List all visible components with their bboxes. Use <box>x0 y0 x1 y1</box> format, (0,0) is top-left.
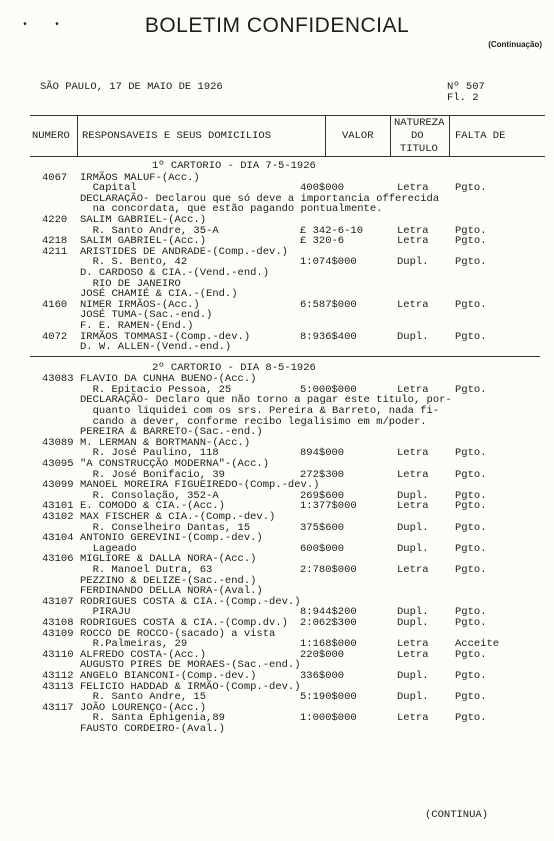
entry-number: 43104 <box>42 532 74 545</box>
entry-title-type: Dupl. <box>397 617 429 629</box>
entry-party: SALIM GABRIEL-(Acc.) <box>80 235 207 248</box>
table-row <box>0 426 554 437</box>
table-row <box>0 670 554 681</box>
entry-number: 43102 <box>42 511 74 523</box>
entry-party: R.Palmeiras, 29 <box>80 638 188 651</box>
entry-party: M. LERMAN & BORTMANN-(Acc.) <box>80 436 251 449</box>
table-row <box>0 712 554 723</box>
table-row <box>0 256 554 267</box>
entry-party: R. Manoel Dutra, 63 <box>80 564 213 576</box>
table-row <box>0 564 554 575</box>
entry-party: IRMÃOS TOMMASI-(Comp.-dev.) <box>80 330 251 343</box>
entry-party: R. Santa Ephigenia,89 <box>80 712 225 725</box>
entry-value: 5:000$000 <box>300 383 357 396</box>
entry-party: cando a dever, conforme recibo legalisimo em m/poder. <box>80 415 427 428</box>
entry-title-type: Dupl. <box>397 256 429 269</box>
entry-number: 43083 <box>42 373 74 386</box>
col-valor: VALOR <box>342 130 374 142</box>
entry-party: PEREIRA & BARRETO-(Sac.-end.) <box>80 426 263 439</box>
entry-value: 6:587$000 <box>300 298 357 311</box>
entry-reason: Pgto. <box>455 383 487 396</box>
entry-party: Capital <box>80 182 137 195</box>
entry-party: JOÃO LOURENÇO-(Acc.) <box>80 701 207 714</box>
table-row <box>0 203 554 214</box>
entry-reason: Pgto. <box>455 617 487 629</box>
table-row <box>0 278 554 289</box>
entry-party: E. COMODO & CIA.-(Acc.) <box>80 500 225 513</box>
entry-party: RIO DE JANEIRO <box>80 277 181 290</box>
entry-number: 4160 <box>42 298 68 311</box>
entry-party: MANOEL MOREIRA FIGUEIREDO-(Comp.-dev.) <box>80 479 320 492</box>
section-heading <box>0 160 554 171</box>
table-row <box>0 172 554 183</box>
entry-reason: Pgto. <box>455 330 487 343</box>
entry-party: RODRIGUES COSTA & CIA.-(Comp.dv.) <box>80 617 288 629</box>
table-row <box>0 288 554 299</box>
table-row <box>0 267 554 278</box>
entry-party: R. Epitacio Pessoa, 25 <box>80 383 232 396</box>
continuation-label: (Continuação) <box>488 40 542 49</box>
entry-value: 269$600 <box>300 489 345 502</box>
entry-number: 43108 <box>42 617 74 629</box>
entry-party: MIGLIORE & DALLA NORA-(Acc.) <box>80 553 257 566</box>
entry-party: IRMÃOS MALUF-(Acc.) <box>80 171 200 184</box>
entry-reason: Pgto. <box>455 712 487 725</box>
place-date: SÃO PAULO, 17 DE MAIO DE 1926 <box>40 81 223 93</box>
entry-party: R. S. Bento, 42 <box>80 256 188 269</box>
table-row <box>0 511 554 522</box>
entry-reason: Pgto. <box>455 447 487 460</box>
col-natureza-3: TITULO <box>400 143 438 155</box>
entry-title-type: Dupl. <box>397 670 429 682</box>
table-row <box>0 458 554 469</box>
entry-party: FELICIO HADDAD & IRMÃO-(Comp.-dev.) <box>80 680 301 693</box>
entry-reason: Pgto. <box>455 182 487 195</box>
table-row <box>0 384 554 395</box>
table-row <box>0 522 554 533</box>
entry-party: D. W. ALLEN-(Vend.-end.) <box>80 341 232 354</box>
entry-number: 43106 <box>42 553 74 566</box>
table-row <box>0 532 554 543</box>
table-row <box>0 182 554 193</box>
table-row <box>0 681 554 692</box>
entry-value: 894$000 <box>300 447 345 460</box>
entry-value: 375$600 <box>300 521 345 534</box>
col-responsaveis: RESPONSAVEIS E SEUS DOMICILIOS <box>82 130 272 142</box>
entry-number: 4067 <box>42 171 68 184</box>
table-row <box>0 469 554 480</box>
table-row <box>0 331 554 342</box>
entry-party: RODRIGUES COSTA & CIA.-(Comp.-dev.) <box>80 595 301 608</box>
entry-title-type: Letra <box>397 235 429 248</box>
table-row <box>0 691 554 702</box>
entry-reason: Acceite <box>455 638 500 651</box>
entry-title-type: Dupl. <box>397 330 429 343</box>
entry-party: FAUSTO CORDEIRO-(Aval.) <box>80 723 225 735</box>
entry-value: 5:190$000 <box>300 691 357 704</box>
section-separator <box>30 356 540 357</box>
entry-number: 4220 <box>42 213 68 226</box>
continua-label: (CONTINUA) <box>425 809 489 821</box>
entry-reason: Pgto. <box>455 489 487 502</box>
table-row <box>0 320 554 331</box>
entry-reason: Pgto. <box>455 224 487 237</box>
entry-value: 272$300 <box>300 468 345 481</box>
entry-value: 1:168$000 <box>300 638 357 651</box>
entry-title-type: Letra <box>397 298 429 311</box>
table-row <box>0 575 554 586</box>
entry-reason: Pgto. <box>455 521 487 534</box>
entry-value: 1:377$000 <box>300 500 357 513</box>
entry-party: F. E. RAMEN-(End.) <box>80 319 194 332</box>
table-row <box>0 553 554 564</box>
entry-party: R. Consolação, 352-A <box>80 489 219 502</box>
entry-party: MAX FISCHER & CIA.-(Comp.-dev.) <box>80 511 276 523</box>
table-row <box>0 490 554 501</box>
entry-party: R. José Bonifacio, 39 <box>80 468 225 481</box>
entry-number: 43109 <box>42 627 74 640</box>
table-row <box>0 341 554 352</box>
table-row <box>0 479 554 490</box>
table-row <box>0 628 554 639</box>
table-row <box>0 659 554 670</box>
entry-party: ARISTIDES DE ANDRADE-(Comp.-dev.) <box>80 245 288 258</box>
entry-number: 43095 <box>42 458 74 470</box>
table-row <box>0 437 554 448</box>
table-header <box>30 115 545 157</box>
entry-number: 43110 <box>42 648 74 661</box>
entry-number: 43113 <box>42 680 74 693</box>
entry-value: 2:062$300 <box>300 617 357 629</box>
entry-reason: Pgto. <box>455 298 487 311</box>
col-falta: FALTA DE <box>455 130 506 142</box>
table-row <box>0 309 554 320</box>
table-row <box>0 606 554 617</box>
entry-party: Lageado <box>80 542 137 555</box>
table-row <box>0 723 554 734</box>
entry-party: JOSÉ CHAMIÉ & CIA.-(End.) <box>80 288 238 301</box>
entry-party: SALIM GABRIEL-(Acc.) <box>80 213 207 226</box>
entry-party: JOSÉ TUMA-(Sac.-end.) <box>80 309 213 322</box>
entry-title-type: Letra <box>397 638 429 651</box>
table-row <box>0 235 554 246</box>
entry-value: 336$000 <box>300 670 345 682</box>
entry-reason: Pgto. <box>455 670 487 682</box>
entry-party: ANTONIO GEREVINI-(Comp.-dev.) <box>80 532 263 545</box>
entry-title-type: Dupl. <box>397 489 429 502</box>
table-row <box>0 299 554 310</box>
col-natureza-1: NATUREZA <box>394 117 445 129</box>
entry-number: 43107 <box>42 595 74 608</box>
table-row <box>0 394 554 405</box>
entry-party: FERDINANDO DELLA NORA-(Aval.) <box>80 585 263 598</box>
entry-title-type: Letra <box>397 447 429 460</box>
entry-party: NIMER IRMÃOS-(Acc.) <box>80 298 200 311</box>
entry-title-type: Dupl. <box>397 521 429 534</box>
table-row <box>0 373 554 384</box>
entry-party: DECLARAÇÃO- Declarou que só deve a importancia offerecida <box>80 192 440 205</box>
entry-title-type: Letra <box>397 500 429 513</box>
entry-party: PIRAJU <box>80 606 131 619</box>
entry-reason: Pgto. <box>455 468 487 481</box>
table-row <box>0 416 554 427</box>
entry-reason: Pgto. <box>455 542 487 555</box>
entry-party: D. CARDOSO & CIA.-(Vend.-end.) <box>80 266 270 279</box>
table-row <box>0 543 554 554</box>
entry-value: £ 342-6-10 <box>300 224 364 237</box>
entry-title-type: Letra <box>397 383 429 396</box>
entry-party: ANGELO BIANCONI-(Comp.-dev.) <box>80 670 257 682</box>
table-row <box>0 405 554 416</box>
entry-title-type: Dupl. <box>397 542 429 555</box>
entry-title-type: Letra <box>397 468 429 481</box>
table-row <box>0 225 554 236</box>
entry-value: 2:780$000 <box>300 564 357 576</box>
table-row <box>0 638 554 649</box>
table-row <box>0 585 554 596</box>
col-numero: NUMERO <box>32 130 70 142</box>
table-row <box>0 500 554 511</box>
entry-party: DECLARAÇÃO- Declaro que não torno a pagar este titulo, por- <box>80 394 452 407</box>
entry-party: "A CONSTRUCÇÃO MODERNA"-(Acc.) <box>80 458 270 470</box>
entry-reason: Pgto. <box>455 564 487 576</box>
entry-number: 43099 <box>42 479 74 492</box>
entry-value: 600$000 <box>300 542 345 555</box>
entry-value: 220$000 <box>300 648 345 661</box>
entry-reason: Pgto. <box>455 235 487 248</box>
table-row <box>0 596 554 607</box>
entry-number: 4218 <box>42 235 68 248</box>
entry-number: 4211 <box>42 245 68 258</box>
entry-title-type: Letra <box>397 648 429 661</box>
document-title: BOLETIM CONFIDENCIAL <box>144 14 410 37</box>
entry-title-type: Letra <box>397 182 429 195</box>
entry-number: 43112 <box>42 670 74 682</box>
section-heading <box>0 362 554 373</box>
entry-title-type: Letra <box>397 224 429 237</box>
entry-party: na concordata, que estão pagando pontualmente. <box>80 203 383 216</box>
table-row <box>0 447 554 458</box>
entry-value: £ 320-6 <box>300 235 345 248</box>
entry-value: 8:936$400 <box>300 330 357 343</box>
table-row <box>0 193 554 204</box>
entry-party: R. José Paulino, 118 <box>80 447 219 460</box>
col-natureza-2: DO <box>411 130 424 142</box>
decorative-dots: • • <box>22 20 71 31</box>
entry-value: 1:074$000 <box>300 256 357 269</box>
entry-reason: Pgto. <box>455 500 487 513</box>
table-row <box>0 649 554 660</box>
entry-value: 400$000 <box>300 182 345 195</box>
entry-number: 43101 <box>42 500 74 513</box>
table-row <box>0 246 554 257</box>
entry-number: 4072 <box>42 330 68 343</box>
table-row <box>0 617 554 628</box>
entry-title-type: Dupl. <box>397 606 429 619</box>
table-row <box>0 702 554 713</box>
entry-party: R. Santo Andre, 15 <box>80 691 207 704</box>
entry-title-type: Dupl. <box>397 691 429 704</box>
entry-reason: Pgto. <box>455 256 487 269</box>
entry-number: 43089 <box>42 436 74 449</box>
entry-number: 43117 <box>42 701 74 714</box>
entry-party: PEZZINO & DELIZE-(Sac.-end.) <box>80 574 257 587</box>
entry-value: 1:000$000 <box>300 712 357 725</box>
bulletin-number: Nº 507 <box>447 81 485 93</box>
entry-party: quanto liquidei com os srs. Pereira & Barreto, nada fi- <box>80 405 440 417</box>
entry-party: R. Conselheiro Dantas, 15 <box>80 521 251 534</box>
entry-party: ALFREDO COSTA-(Acc.) <box>80 648 207 661</box>
entry-reason: Pgto. <box>455 648 487 661</box>
entry-party: FLAVIO DA CUNHA BUENO-(Acc.) <box>80 373 257 386</box>
section-heading-text: 2º CARTORIO - DIA 8-5-1926 <box>152 361 316 374</box>
entry-reason: Pgto. <box>455 691 487 704</box>
entry-party: AUGUSTO PIRES DE MORAES-(Sac.-end.) <box>80 659 301 672</box>
section-heading-text: 1º CARTORIO - DIA 7-5-1926 <box>152 160 316 172</box>
entry-value: 8:944$200 <box>300 606 357 619</box>
table-row <box>0 214 554 225</box>
entry-title-type: Letra <box>397 712 429 725</box>
entry-party: R. Santo Andre, 35-A <box>80 224 219 237</box>
entry-reason: Pgto. <box>455 606 487 619</box>
entry-party: ROCCO DE ROCCO-(sacado) a vista <box>80 627 276 640</box>
page-number: Fl. 2 <box>447 92 479 104</box>
entry-title-type: Letra <box>397 564 429 576</box>
